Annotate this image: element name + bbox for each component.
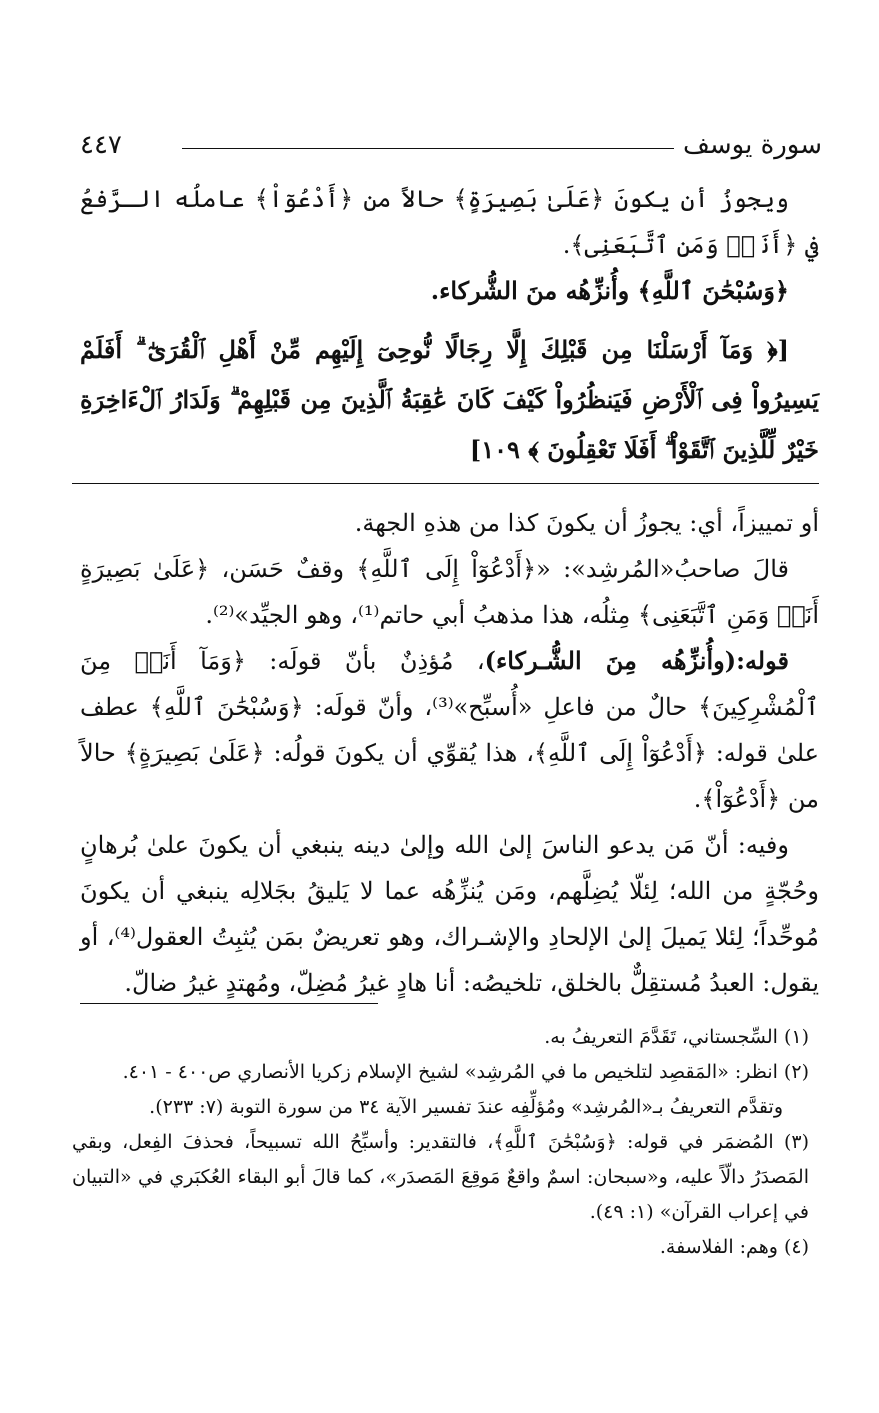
top-paragraph-1: ويجوزُ أن يكونَ ﴿عَلَىٰ بَصِيرَةٍ﴾ حالاً من ﴿أَدْعُوٓاْ﴾ عاملُه الـرَّفعُ في ﴿أَنَا۠ وَمَنِ ٱتَّبَعَنِى﴾. bbox=[80, 185, 819, 259]
commentary-lead: قوله:(وأُنزِّهُه مِنَ الشُّـركاء) bbox=[484, 646, 789, 675]
footnote-4: (٤) وهم: الفلاسفة. bbox=[659, 1236, 809, 1258]
top-paragraph-2: ﴿وَسُبْحَٰنَ ٱللَّهِ﴾ وأُنزِّهُه منَ الشُّركاء. bbox=[430, 276, 789, 305]
header-rule bbox=[182, 148, 674, 149]
page-header bbox=[80, 128, 822, 168]
top-section bbox=[80, 176, 819, 314]
commentary-paragraph-1: أو تمييزاً، أي: يجوزُ أن يكونَ كذا من هذهِ الجهة. bbox=[354, 509, 819, 537]
page-number: ٤٤٧ bbox=[80, 130, 122, 160]
commentary-paragraph-2: قالَ صاحبُ«المُرشِد»: «﴿أَدْعُوٓاْ إِلَى ٱللَّهِ﴾ وقفٌ حَسَن، ﴿عَلَىٰ بَصِيرَةٍ أَنَا۠ وَمَنِ ٱتَّبَعَنِى﴾ مِثلُه، هذا مذهبُ أبي حاتم⁽¹⁾، وهو الجيِّد»⁽²⁾. bbox=[80, 555, 819, 629]
footnote-divider bbox=[80, 1003, 378, 1004]
commentary-paragraph-4: وفيه: أنّ مَن يدعو الناسَ إلىٰ الله وإلىٰ دينه ينبغي أن يكونَ علىٰ بُرهانٍ وحُجّةٍ من الله؛ لِئلّا يُضِلَّهم، ومَن يُنزِّهُه عما لا يَليقُ بجَلالِه ينبغي أن يكونَ مُوحِّداً؛ لِئلا يَميلَ إلىٰ الإلحادِ والإشـراك، وهو تعريضٌ بمَن يُثبِتُ العقول⁽⁴⁾، أو يقول: العبدُ مُستقِلٌّ بالخلق، تلخيصُه: أنا هادٍ غيرُ مُضِلّ، ومُهتدٍ غيرُ ضالّ. bbox=[80, 831, 820, 997]
footnote-1: (١) السِّجستاني، تَقَدَّمَ التعريفُ به. bbox=[544, 1026, 809, 1048]
footnote-2: (٢) انظر: «المَقصِد لتلخيص ما في المُرشِد» لشيخ الإسلام زكريا الأنصاري ص٤٠٠ - ٤٠١. bbox=[122, 1061, 809, 1083]
footnotes bbox=[72, 1020, 809, 1265]
footnote-2-continued: وتقدَّم التعريفُ بـ«المُرشِد» ومُؤلِّفِه عندَ تفسير الآية ٣٤ من سورة التوبة (٧: ٢٣٣). bbox=[149, 1096, 783, 1118]
surah-name: سورة يوسف bbox=[682, 130, 822, 160]
commentary-rest: ، مُؤذِنٌ بأنّ قولَه: ﴿وَمَآ أَنَا۠ مِنَ ٱلْمُشْرِكِينَ﴾ حالٌ من فاعلِ «أُسبِّح»⁽³⁾، وأنّ قولَه: ﴿وَسُبْحَٰنَ ٱللَّهِ﴾ عطف علىٰ قوله: ﴿أَدْعُوٓاْ إِلَى ٱللَّهِ﴾، هذا يُقوِّي أن يكونَ قولُه: ﴿عَلَىٰ بَصِيرَةٍ﴾ حالاً من ﴿أَدْعُوٓاْ﴾. bbox=[80, 647, 820, 813]
commentary-section bbox=[80, 500, 819, 1006]
quran-verse-block bbox=[80, 325, 819, 475]
section-divider bbox=[72, 483, 819, 484]
quran-verse: [﴿ وَمَآ أَرْسَلْنَا مِن قَبْلِكَ إِلَّا رِجَالًا نُّوحِىٓ إِلَيْهِم مِّنْ أَهْلِ ٱلْقُرَىٰٓ ۗ أَفَلَمْ يَسِيرُواْ فِى ٱلْأَرْضِ فَيَنظُرُواْ كَيْفَ كَانَ عَٰقِبَةُ ٱلَّذِينَ مِن قَبْلِهِمْ ۗ وَلَدَارُ ٱلْءَاخِرَةِ خَيْرٌ لِّلَّذِينَ ٱتَّقَوْاْ ۗ أَفَلَا تَعْقِلُونَ ﴾ ١٠٩] bbox=[80, 335, 819, 464]
footnote-3: (٣) المُضمَر في قوله: ﴿وَسُبْحَٰنَ ٱللَّهِ﴾، فالتقدير: وأسبِّحُ الله تسبيحاً، فحذفَ الفِعل، وبقي المَصدَرُ دالّاً عليه، و«سبحان: اسمٌ واقعٌ مَوقِعَ المَصدَر»، كما قالَ أبو البقاء العُكبَري في «التبيان في إعراب القرآن» (١: ٤٩). bbox=[72, 1131, 809, 1223]
commentary-paragraph-3 bbox=[80, 638, 819, 822]
